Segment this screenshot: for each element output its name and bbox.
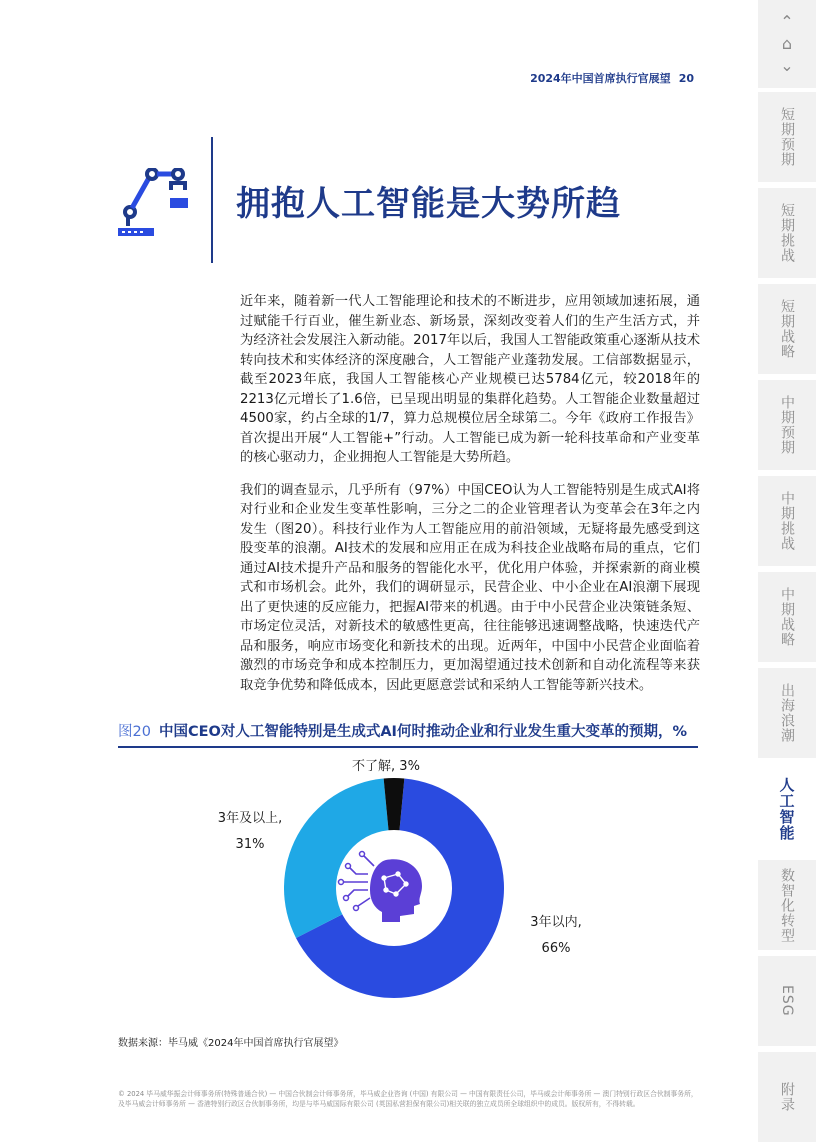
nav-tab-5[interactable]	[758, 572, 816, 662]
chevron-up-icon[interactable]: ⌃	[780, 12, 794, 31]
body-text	[240, 292, 700, 708]
nav-tab-label: 短期战略	[779, 299, 795, 359]
report-header	[530, 70, 694, 86]
slice-label-0-1: 66%	[541, 941, 571, 956]
nav-tab-label: 中期战略	[779, 587, 795, 647]
nav-tab-label: 出海浪潮	[779, 683, 795, 743]
nav-tab-3[interactable]	[758, 380, 816, 470]
report-title: 2024年中国首席执行官展望	[530, 72, 671, 85]
nav-tab-2[interactable]	[758, 284, 816, 374]
robot-arm-icon	[116, 168, 192, 238]
figure-caption	[118, 720, 698, 748]
nav-tab-9[interactable]	[758, 956, 816, 1046]
page-title: 拥抱人工智能是大势所趋	[236, 184, 621, 224]
nav-arrows	[758, 0, 816, 88]
nav-tab-label: 中期预期	[779, 395, 795, 455]
nav-tab-label: 附录	[779, 1082, 795, 1112]
home-icon[interactable]: ⌂	[781, 34, 793, 53]
slice-label-1-0: 3年及以上,	[217, 811, 283, 826]
nav-tab-4[interactable]	[758, 476, 816, 566]
paragraph: 我们的调查显示，几乎所有（97%）中国CEO认为人工智能特别是生成式AI将对行业和企业发生变革性影响，三分之二的企业管理者认为变革会在3年之内发生（图20）。科技行业作为人工智能应用的前沿领域，无疑将最先感受到这股变革的浪潮。AI技术的发展和应用正在成为科技企业战略布局的重点，它们通过AI技术提升产品和服务的智能化水平，优化用户体验，并探索新的商业模式和市场机会。此外，我们的调研显示，民营企业、中小企业在AI浪潮下展现出了更快速的反应能力，把握AI带来的机遇。由于中小民营企业决策链条短、市场定位灵活，对新技术的敏感性更高，往往能够迅速调整战略，快速迭代产品和服务，响应市场变化和新技术的出现。近两年，中国中小民营企业面临着激烈的市场竞争和成本控制压力，更加渴望通过技术创新和自动化流程等来获取竞争优势和降低成本，因此更愿意尝试和采纳人工智能等新兴技术。	[240, 482, 700, 693]
nav-tab-7[interactable]	[758, 764, 816, 854]
side-navigation	[750, 0, 816, 1145]
slice-label-1-1: 31%	[235, 837, 265, 852]
figure-number: 图20	[118, 724, 151, 740]
slice-label-0-0: 3年以内,	[530, 915, 582, 930]
nav-tab-1[interactable]	[758, 188, 816, 278]
nav-tab-label: 人工智能	[777, 777, 796, 841]
paragraph: 近年来，随着新一代人工智能理论和技术的不断进步，应用领域加速拓展，通过赋能千行百业，催生新业态、新场景，深刻改变着人们的生产生活方式，并为经济社会发展注入新动能。2017年以后，我国人工智能政策重心逐渐从技术转向技术和实体经济的深度融合，人工智能产业蓬勃发展。工信部数据显示，截至2023年底，我国人工智能核心产业规模已达5784亿元，较2018年的2213亿元增长了1.6倍，已呈现出明显的集群化趋势。人工智能企业数量超过4500家，约占全球的1/7，算力总规模位居全球第二。今年《政府工作报告》首次提出开展“人工智能+”行动。人工智能已成为新一轮科技革命和产业变革的核心驱动力，企业拥抱人工智能是大势所趋。	[240, 294, 700, 465]
nav-tab-label: 短期挑战	[779, 203, 795, 263]
figure-title: 中国CEO对人工智能特别是生成式AI何时推动企业和行业发生重大变革的预期，%	[158, 724, 687, 740]
nav-tab-label: 中期挑战	[779, 491, 795, 551]
slice-label-2-0: 不了解, 3%	[352, 759, 420, 774]
nav-tab-label: 短期预期	[779, 107, 795, 167]
title-divider	[211, 137, 213, 263]
nav-tab-6[interactable]	[758, 668, 816, 758]
page-number: 20	[678, 72, 694, 85]
data-source: 数据来源：毕马威《2024年中国首席执行官展望》	[118, 1038, 344, 1049]
nav-tab-0[interactable]	[758, 92, 816, 182]
nav-tab-10[interactable]	[758, 1052, 816, 1142]
donut-chart	[118, 752, 698, 1032]
nav-tab-label: ESG	[779, 985, 795, 1017]
copyright-footer: © 2024 毕马威华振会计师事务所(特殊普通合伙) — 中国合伙制会计师事务所，毕马威企业咨询 (中国) 有限公司 — 中国有限责任公司，毕马威会计师事务所 — 澳门特别行政区合伙制事务所，及毕马威会计师事务所 — 香港特别行政区合伙制事务所，均是与毕马威国际有限公司 (英国私营担保有限公司)相关联的独立成员所全球组织中的成员。版权所有，不得转载。	[118, 1090, 698, 1108]
nav-tab-8[interactable]	[758, 860, 816, 950]
chevron-down-icon[interactable]: ⌄	[780, 56, 794, 75]
nav-tab-label: 数智化转型	[779, 867, 795, 943]
